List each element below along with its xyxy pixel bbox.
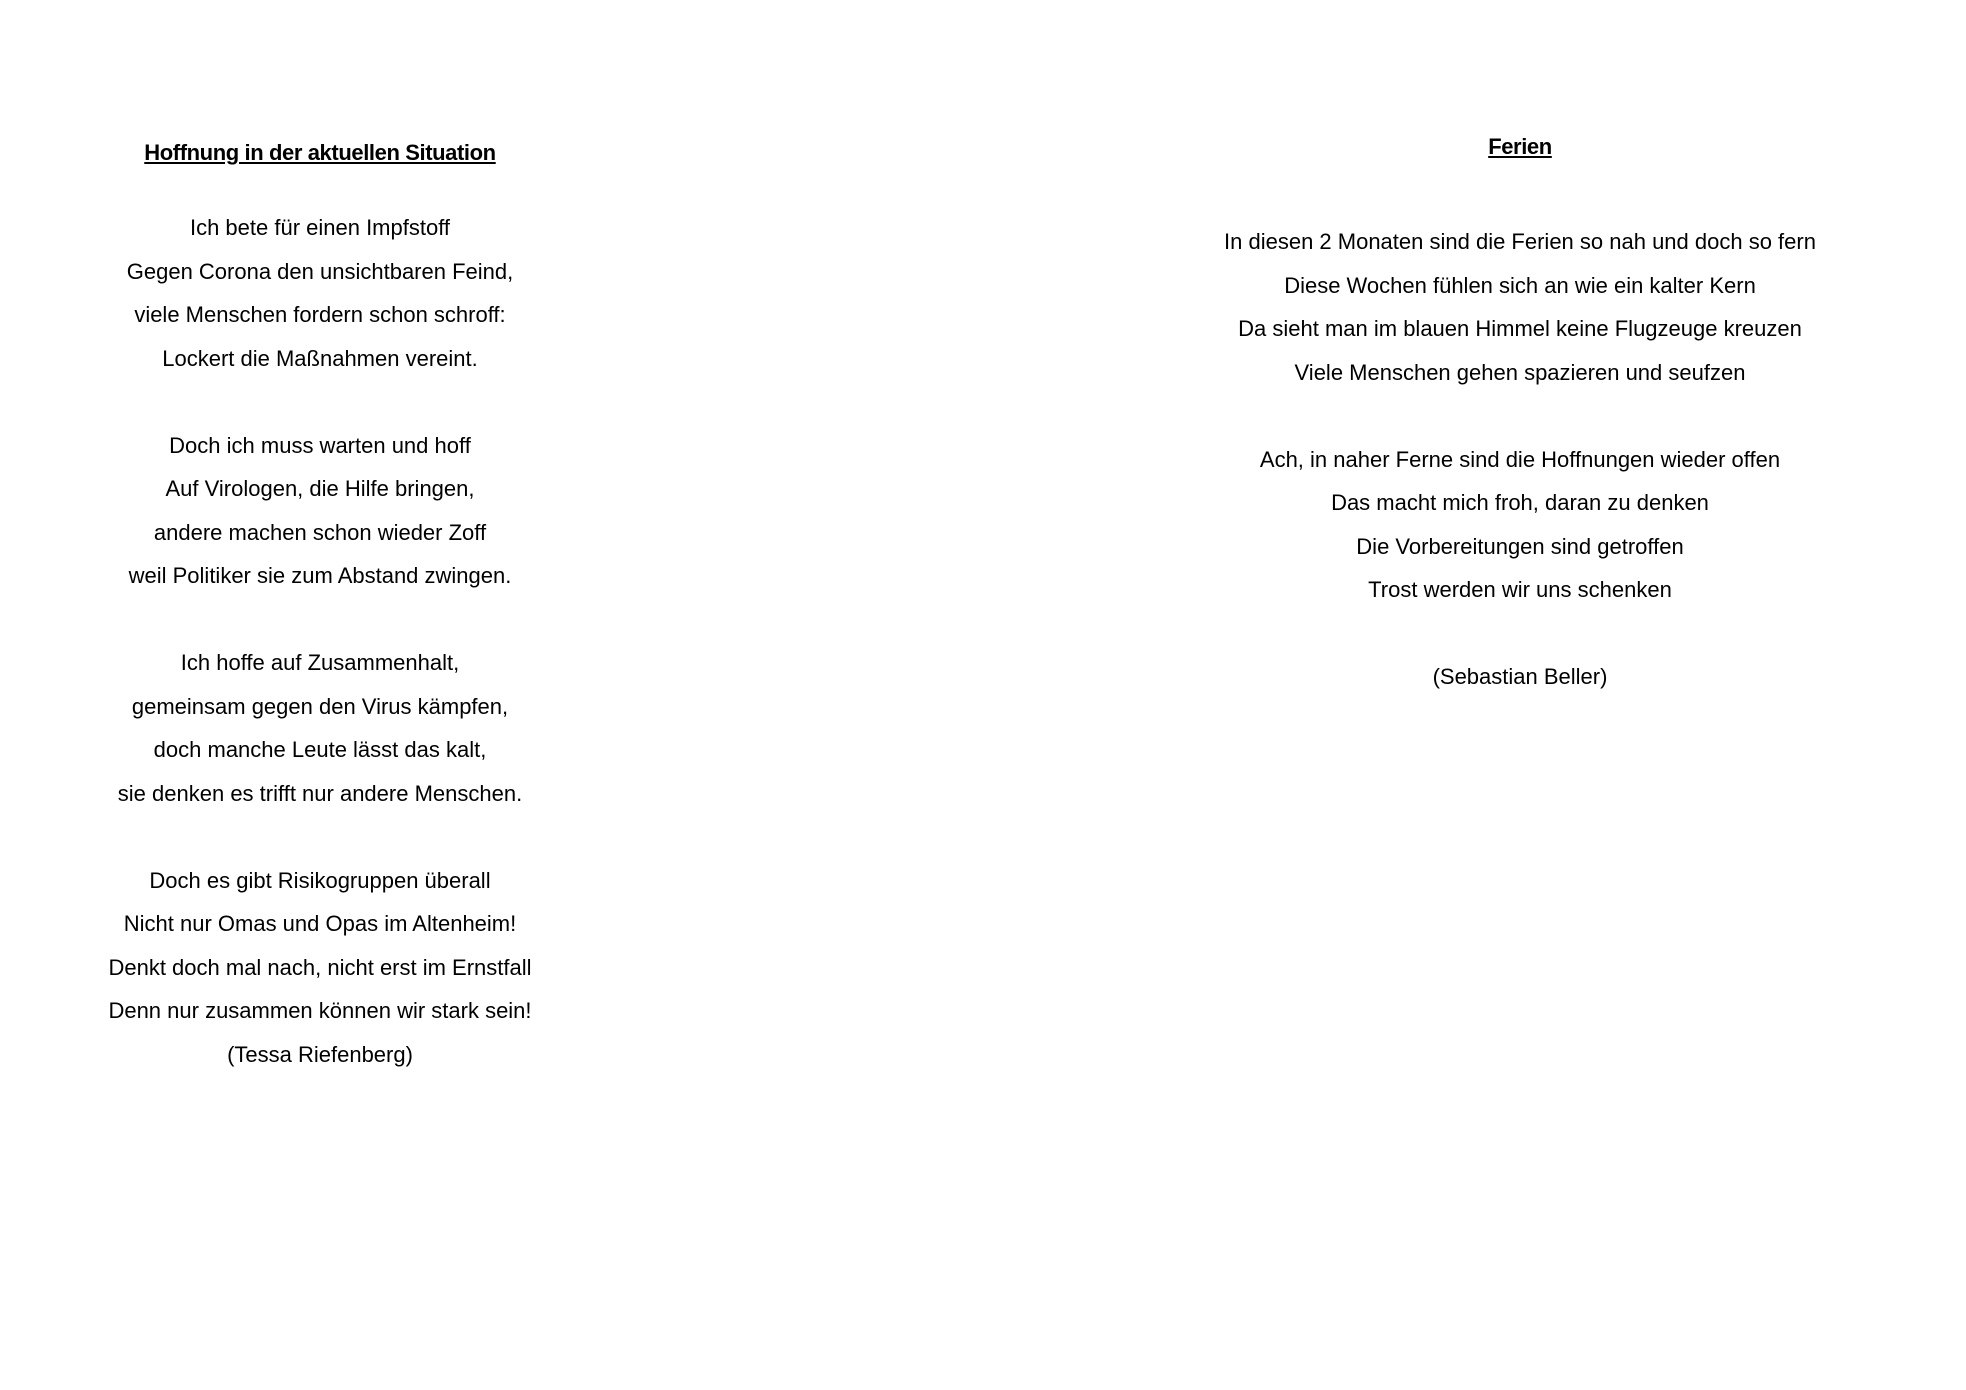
poem-line: Nicht nur Omas und Opas im Altenheim! [123, 911, 517, 936]
poem-line: Denn nur zusammen können wir stark sein! [108, 998, 532, 1023]
poem-line: Viele Menschen gehen spazieren und seufzen [1294, 359, 1746, 385]
poem-line: Lockert die Maßnahmen vereint. [162, 345, 478, 371]
stanza-gap [60, 598, 580, 642]
right-poem-stanza-1 [1160, 220, 1880, 394]
poem-line: gemeinsam gegen den Virus kämpfen, [131, 693, 509, 719]
left-poem-stanza-4 [60, 859, 580, 1033]
poem-line: weil Politiker sie zum Abstand zwingen. [128, 563, 512, 588]
poem-line: Doch ich muss warten und hoff [169, 432, 471, 458]
stanza-gap [60, 815, 580, 859]
right-poem-author: (Sebastian Beller) [1432, 664, 1608, 689]
poem-line: Die Vorbereitungen sind getroffen [1356, 533, 1684, 559]
poem-line: In diesen 2 Monaten sind die Ferien so nah und doch so fern [1224, 229, 1816, 254]
left-poem-author: (Tessa Riefenberg) [227, 1041, 413, 1067]
poem-line: Denkt doch mal nach, nicht erst im Ernstfall [108, 954, 532, 980]
left-poem-stanza-3 [60, 641, 580, 815]
poem-line: Auf Virologen, die Hilfe bringen, [165, 476, 475, 501]
poem-line: Ach, in naher Ferne sind die Hoffnungen wieder offen [1259, 446, 1781, 472]
poem-line: andere machen schon wieder Zoff [153, 519, 487, 545]
poem-line: Da sieht man im blauen Himmel keine Flugzeuge kreuzen [1238, 316, 1802, 341]
poem-line: Ich bete für einen Impfstoff [189, 215, 451, 240]
stanza-gap [1160, 394, 1880, 438]
left-poem-title: Hoffnung in der aktuellen Situation [144, 140, 496, 165]
right-poem-title: Ferien [1488, 134, 1552, 159]
right-poem [1160, 132, 1880, 699]
right-poem-stanza-2 [1160, 438, 1880, 612]
poem-line: Trost werden wir uns schenken [1368, 577, 1672, 602]
poem-line: Gegen Corona den unsichtbaren Feind, [126, 258, 514, 284]
poem-line: Doch es gibt Risikogruppen überall [149, 867, 491, 893]
poem-line: Das macht mich froh, daran zu denken [1331, 490, 1709, 515]
left-poem-stanza-2 [60, 424, 580, 598]
poem-line: sie denken es trifft nur andere Menschen. [117, 780, 523, 806]
stanza-gap [60, 380, 580, 424]
stanza-gap [1160, 612, 1880, 656]
poem-line: doch manche Leute lässt das kalt, [153, 737, 487, 762]
poem-line: Diese Wochen fühlen sich an wie ein kalter Kern [1284, 272, 1756, 298]
poem-line: viele Menschen fordern schon schroff: [134, 302, 506, 327]
poem-line: Ich hoffe auf Zusammenhalt, [180, 650, 460, 675]
left-poem-stanza-1 [60, 206, 580, 380]
left-poem [60, 138, 580, 1076]
